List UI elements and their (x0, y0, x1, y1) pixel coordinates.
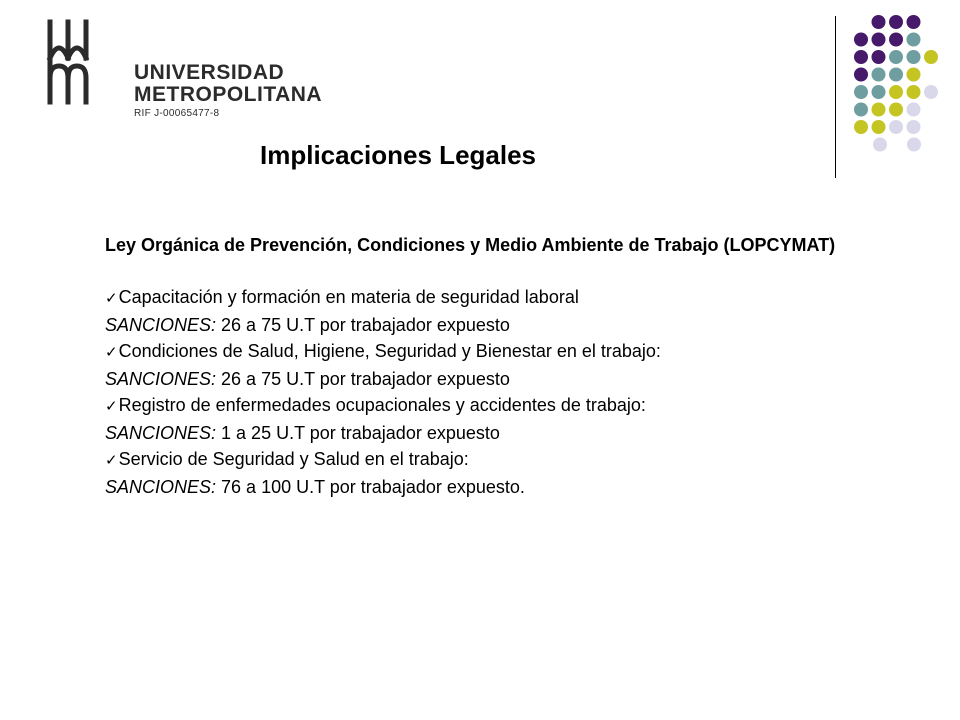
decorative-dot (889, 103, 903, 117)
decorative-dot (872, 85, 886, 99)
decorative-dot (907, 33, 921, 47)
requirement-text: Registro de enfermedades ocupacionales y accidentes de trabajo: (118, 395, 646, 415)
decorative-dot (872, 33, 886, 47)
sanction-label: SANCIONES: (105, 315, 217, 335)
logo-rif: RIF J-00065477-8 (134, 108, 220, 119)
slide-content (105, 232, 845, 500)
requirement-list (105, 284, 845, 500)
sanction-text: 26 a 75 U.T por trabajador expuesto (216, 315, 510, 335)
decorative-dot (872, 50, 886, 64)
decorative-dot (924, 50, 938, 64)
sanction-line (105, 312, 845, 338)
logo-wordmark (134, 62, 322, 119)
decorative-dot (924, 85, 938, 99)
checkmark-icon: ✓ (105, 452, 118, 469)
sanction-line (105, 366, 845, 392)
decorative-dot (907, 120, 921, 134)
requirement-text: Condiciones de Salud, Higiene, Seguridad y Bienestar en el trabajo: (118, 341, 661, 361)
sanction-text: 1 a 25 U.T por trabajador expuesto (216, 423, 500, 443)
requirement-text: Servicio de Seguridad y Salud en el trabajo: (118, 449, 469, 469)
decorative-dot (872, 15, 886, 29)
decorative-dot (907, 85, 921, 99)
checkmark-icon: ✓ (105, 398, 118, 415)
decorative-dot (854, 68, 868, 82)
decorative-dot (854, 103, 868, 117)
sanction-text: 26 a 75 U.T por trabajador expuesto (216, 369, 510, 389)
decorative-dot (889, 50, 903, 64)
decorative-dot (907, 103, 921, 117)
checkmark-icon: ✓ (105, 290, 118, 307)
requirement-item (105, 446, 845, 474)
slide-title: Implicaciones Legales (260, 140, 537, 170)
requirement-item (105, 392, 845, 420)
requirement-item (105, 284, 845, 312)
decorative-dot (854, 85, 868, 99)
decorative-dot (854, 120, 868, 134)
decorative-dot (873, 138, 887, 152)
decorative-dot (872, 68, 886, 82)
requirement-text: Capacitación y formación en materia de seguridad laboral (118, 287, 579, 307)
decorative-dot (872, 120, 886, 134)
decorative-dot (889, 68, 903, 82)
university-logo (40, 18, 323, 128)
checkmark-icon: ✓ (105, 344, 118, 361)
decorative-dot (889, 33, 903, 47)
decorative-dot (907, 138, 921, 152)
law-heading: Ley Orgánica de Prevención, Condiciones y Medio Ambiente de Trabajo (LOPCYMAT) (105, 235, 836, 255)
sanction-label: SANCIONES: (105, 477, 217, 497)
sanction-text: 76 a 100 U.T por trabajador expuesto. (216, 477, 525, 497)
spacer (105, 258, 845, 284)
decorative-dot (889, 15, 903, 29)
sanction-label: SANCIONES: (105, 423, 217, 443)
sanction-line (105, 474, 845, 500)
decorative-divider-line (835, 16, 836, 178)
decorative-dot (907, 68, 921, 82)
sanction-label: SANCIONES: (105, 369, 217, 389)
decorative-dot (854, 50, 868, 64)
decorative-dot (872, 103, 886, 117)
decorative-dot (854, 33, 868, 47)
sanction-line (105, 420, 845, 446)
logo-line-universidad: UNIVERSIDAD (134, 61, 285, 84)
logo-line-metropolitana: METROPOLITANA (134, 83, 323, 106)
requirement-item (105, 338, 845, 366)
decorative-dot (889, 85, 903, 99)
decorative-dot (889, 120, 903, 134)
decorative-dot (907, 15, 921, 29)
decorative-dot (907, 50, 921, 64)
university-emblem-icon (40, 18, 130, 108)
